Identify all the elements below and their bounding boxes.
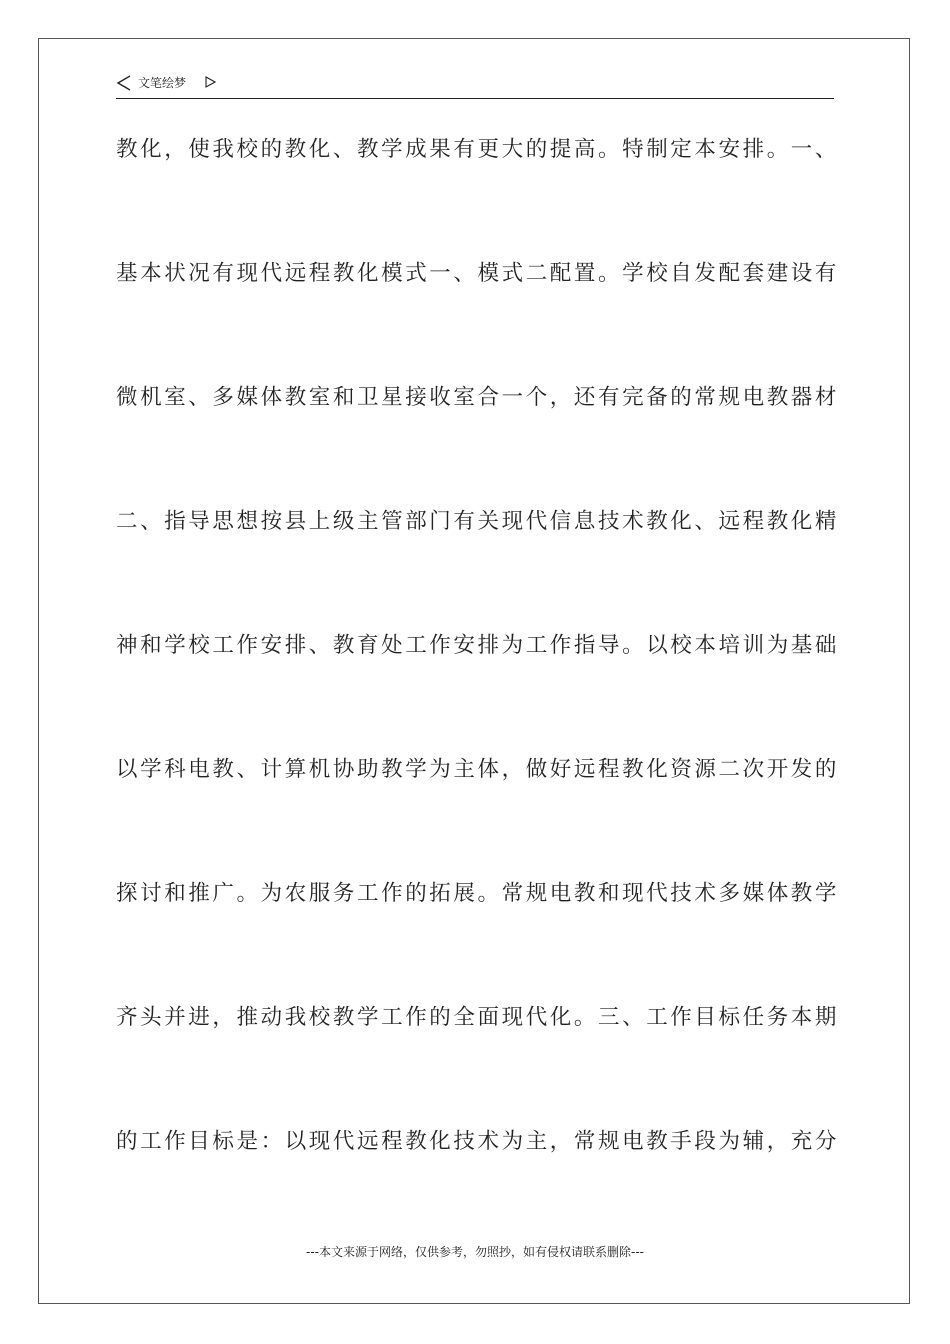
text-line: 微机室、多媒体教室和卫星接收室合一个，还有完备的常规电教器材 bbox=[116, 385, 840, 410]
text-line: 的工作目标是：以现代远程教化技术为主，常规电教手段为辅，充分 bbox=[116, 1129, 840, 1154]
header-title: 文笔绘梦 bbox=[138, 76, 187, 90]
document-body bbox=[116, 130, 840, 1246]
text-line: 神和学校工作安排、教育处工作安排为工作指导。以校本培训为基础 bbox=[116, 633, 840, 658]
text-line: 教化，使我校的教化、教学成果有更大的提高。特制定本安排。一、 bbox=[116, 137, 840, 162]
page-header bbox=[116, 70, 834, 99]
text-line: 以学科电教、计算机协助教学为主体，做好远程教化资源二次开发的 bbox=[116, 757, 840, 782]
text-line: 基本状况有现代远程教化模式一、模式二配置。学校自发配套建设有 bbox=[116, 261, 840, 286]
text-line: 二、指导思想按县上级主管部门有关现代信息技术教化、远程教化精 bbox=[116, 509, 840, 534]
triangle-left-outline-icon bbox=[116, 74, 134, 92]
triangle-right-outline-icon bbox=[204, 76, 216, 88]
text-line: 探讨和推广。为农服务工作的拓展。常规电教和现代技术多媒体教学 bbox=[116, 881, 840, 906]
text-line: 齐头并进，推动我校教学工作的全面现代化。三、工作目标任务本期 bbox=[116, 1005, 840, 1030]
footer-disclaimer: ---本文来源于网络，仅供参考，勿照抄，如有侵权请联系删除--- bbox=[306, 1245, 644, 1259]
